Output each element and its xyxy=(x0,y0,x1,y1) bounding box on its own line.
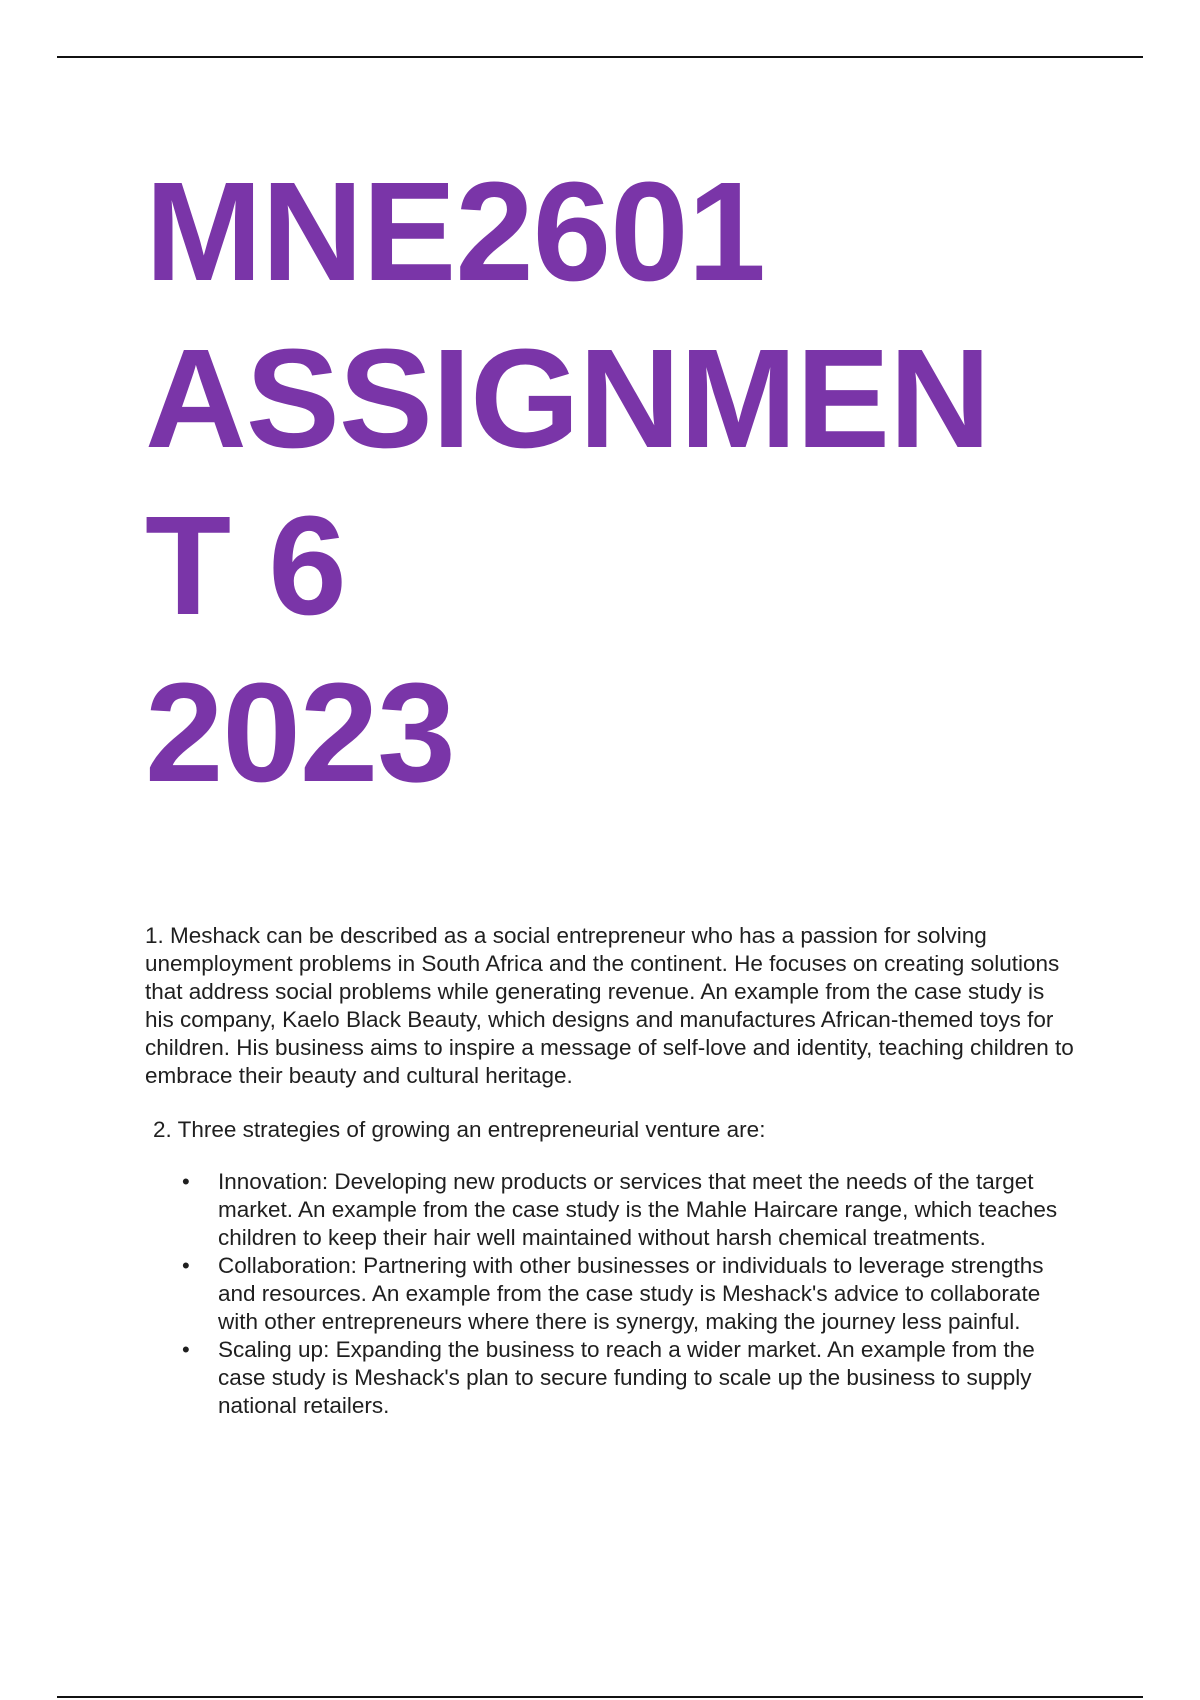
title-line-4: 2023 xyxy=(145,653,455,811)
list-item-innovation: • Innovation: Developing new products or services that meet the needs of the target market. An example from the case study is the Mahle Haircare range, which teaches children to keep their hair well maintained without harsh chemical treatments. xyxy=(218,1168,1075,1252)
title-line-3: T 6 xyxy=(145,486,346,644)
document-body xyxy=(145,922,1075,1420)
strategies-list xyxy=(145,1168,1075,1420)
answer-2-intro: 2. Three strategies of growing an entrepreneurial venture are: xyxy=(153,1117,766,1142)
list-item-collaboration: • Collaboration: Partnering with other businesses or individuals to leverage strengths and resources. An example from the case study is Meshack's advice to collaborate with other entrepreneurs where there is synergy, making the journey less painful. xyxy=(218,1252,1075,1336)
top-rule xyxy=(57,56,1143,58)
bottom-rule xyxy=(57,1696,1143,1698)
title-line-2: ASSIGNMEN xyxy=(145,319,990,477)
title-line-1: MNE2601 xyxy=(145,152,765,310)
list-item-scaling-up: • Scaling up: Expanding the business to reach a wider market. An example from the case study is Meshack's plan to secure funding to scale up the business to supply national retailers. xyxy=(218,1336,1075,1420)
document-title xyxy=(145,148,1145,816)
answer-1-paragraph: 1. Meshack can be described as a social entrepreneur who has a passion for solving unemployment problems in South Africa and the continent. He focuses on creating solutions that address social problems while generating revenue. An example from the case study is his company, Kaelo Black Beauty, which designs and manufactures African-themed toys for children. His business aims to inspire a message of self-love and identity, teaching children to embrace their beauty and cultural heritage. xyxy=(145,923,1074,1088)
